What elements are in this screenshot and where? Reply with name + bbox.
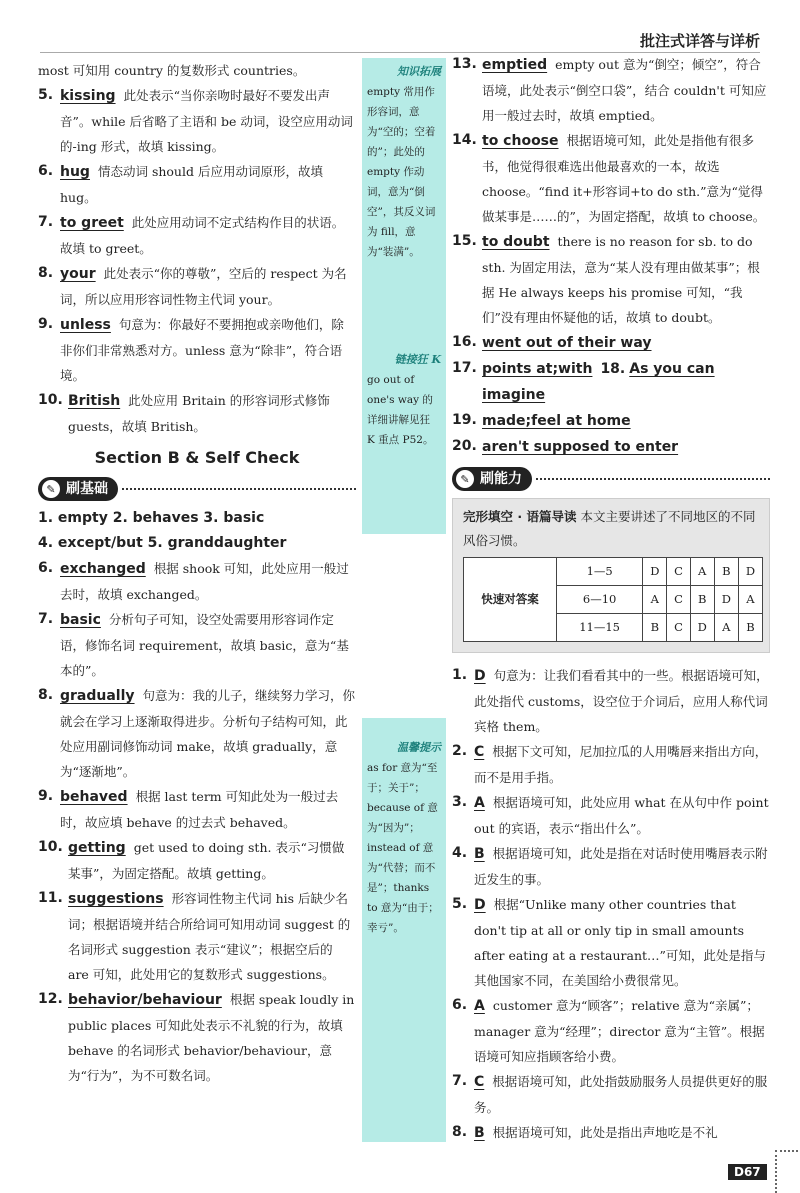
entry-number: 5.	[38, 87, 54, 103]
band-basic	[38, 476, 356, 502]
entry-number: 6.	[38, 560, 54, 576]
entry-number: 8.	[38, 265, 54, 281]
entry-explanation: 根据 last term 可知此处为一般过去时，故应填 behave 的过去式 behaved。	[60, 789, 339, 830]
pen-icon: ✎	[456, 470, 474, 488]
entry-explanation: 此处表示“当你亲吻时最好不要发出声音”。while 后省略了主语和 be 动词，设空应用动词的-ing 形式，故填 kissing。	[60, 88, 353, 154]
entry-number: 17.	[452, 360, 477, 376]
entry-number: 15.	[452, 233, 477, 249]
entry-explanation: 根据语境可知，此处是指他有很多书，他觉得很难选出他最喜欢的一本，故选 choose。“find it+形容词+to do sth.”意为“觉得做某事是……的”，为固定搭配，故填 to choose。	[482, 133, 766, 224]
entry-number: 5.	[452, 896, 468, 912]
answer-key-cell: B	[643, 614, 667, 642]
entry-answer: gradually	[60, 688, 135, 704]
band-badge-basic	[38, 477, 118, 501]
entry-answer: D	[474, 668, 486, 684]
entry-explanation: 根据 speak loudly in public places 可知此处表示不礼貌的行为，故填 behave 的名词形式 behavior/behaviour，意为“行为”，为不可数名词。	[68, 992, 355, 1083]
dotted-divider	[122, 488, 356, 490]
answer-entry	[38, 683, 356, 784]
answer-key-cell: C	[667, 586, 690, 614]
answer-key-cell: A	[643, 586, 667, 614]
answer-entry	[452, 229, 770, 330]
side-note-knowledge	[362, 58, 446, 346]
side-spacer	[362, 534, 446, 734]
entry-answer: went out of their way	[482, 335, 652, 351]
entry-answer: to choose	[482, 133, 559, 149]
entry-answer: aren't supposed to enter	[482, 439, 679, 455]
side-note-tip-label: 温馨提示	[397, 741, 441, 754]
answer-entry	[38, 607, 356, 683]
dotted-divider	[536, 478, 770, 480]
answer-key-cell: A	[690, 558, 714, 586]
entry-explanation: customer 意为“顾客”；relative 意为“亲属”；manager 意为“经理”；director 意为“主管”。根据语境可知应指顾客给小费。	[474, 998, 765, 1064]
entry-explanation: 情态动词 should 后应用动词原形，故填 hug。	[60, 164, 323, 205]
entry-answer: D	[474, 897, 486, 913]
entry-answer: behavior/behaviour	[68, 992, 222, 1008]
entry-explanation: 形容词性物主代词 his 后缺少名词；根据语境并结合所给词可知用动词 suggest 的名词形式 suggestion 表示“建议”；根据空后的 are 可知，此处用它的复数形式 suggestions。	[68, 891, 351, 982]
answer-key-table	[463, 557, 763, 642]
entry-answer: points at;with	[482, 361, 593, 377]
entry-number: 6.	[452, 997, 468, 1013]
band-label-basic: 刷基础	[66, 480, 108, 497]
band-label-ability: 刷能力	[480, 470, 522, 487]
section-title: Section B & Self Check	[94, 448, 300, 467]
answer-entry	[38, 159, 356, 210]
corner-dots-decoration	[775, 1150, 800, 1193]
answer-key-range: 1—5	[557, 558, 643, 586]
entry-answer: B	[474, 846, 485, 862]
entry-number: 6.	[38, 163, 54, 179]
right-answer-list-a	[452, 52, 770, 330]
entry-answer: exchanged	[60, 561, 146, 577]
entry-explanation: get used to doing sth. 表示“习惯做某事”，为固定搭配。故填 getting。	[68, 840, 345, 881]
band-ability	[452, 466, 770, 492]
answer-entry	[452, 663, 770, 739]
entry-explanation: 根据“Unlike many other countries that don't tip at all or only tip in small amounts after eating at a restaurant…”可知，此处是指与其他国家不同，在美国给小费很常见。	[474, 897, 766, 988]
quick-answer-entry	[452, 330, 770, 356]
left-lead-text: most 可知用 country 的复数形式 countries。	[38, 63, 306, 78]
answer-entry	[38, 388, 356, 439]
answer-key-cell: A	[714, 614, 738, 642]
entry-number: 7.	[452, 1073, 468, 1089]
entry-number: 7.	[38, 611, 54, 627]
answer-entry	[452, 993, 770, 1069]
entry-number: 18.	[600, 361, 626, 377]
entry-answer: emptied	[482, 57, 548, 73]
side-note-tip-text: as for 意为“至于；关于”；because of 意为“因为”；instead of 意为“代替；而不是”；thanks to 意为“由于；幸亏”。	[367, 762, 439, 934]
entry-answer: British	[68, 393, 121, 409]
right-column	[452, 52, 770, 1146]
answer-key-range: 6—10	[557, 586, 643, 614]
answer-entry	[38, 784, 356, 835]
side-note-link	[362, 346, 446, 534]
quick-answer-entry	[452, 434, 770, 460]
entry-explanation: 此处表示“你的尊敬”，空后的 respect 为名词，所以应用形容词性物主代词 your。	[60, 266, 347, 307]
entry-number: 10.	[38, 392, 63, 408]
reading-guide	[463, 505, 759, 553]
entry-answer: As you can imagine	[482, 361, 715, 403]
answer-entry	[38, 987, 356, 1088]
entry-answer: to doubt	[482, 234, 550, 250]
answer-entry	[38, 261, 356, 312]
entry-explanation: 根据语境可知，此处是指出声地吃是不礼	[492, 1125, 718, 1140]
entry-answer: unless	[60, 317, 111, 333]
answer-key-cell: D	[643, 558, 667, 586]
entry-number: 9.	[38, 316, 54, 332]
entry-number: 8.	[38, 687, 54, 703]
answer-entry	[452, 841, 770, 892]
answer-entry	[452, 892, 770, 993]
entry-number: 1.	[452, 667, 468, 683]
answer-entry	[452, 1069, 770, 1120]
side-note-link-label: 链接狂 K	[394, 353, 441, 366]
entry-answer: A	[474, 998, 485, 1014]
entry-number: 4.	[452, 845, 468, 861]
left-quick-answers	[38, 506, 356, 556]
left-answer-list-a	[38, 83, 356, 439]
left-column	[38, 58, 356, 1088]
answer-entry	[452, 1120, 770, 1146]
answer-entry	[38, 556, 356, 607]
answer-entry	[452, 128, 770, 229]
entry-explanation: 句意为：我的儿子，继续努力学习，你就会在学习上逐渐取得进步。分析句子结构可知，此处应用副词修饰动词 make，故填 gradually，意为“逐渐地”。	[60, 688, 356, 779]
answer-key-row	[464, 558, 763, 586]
answer-key-cell: D	[690, 614, 714, 642]
entry-number: 11.	[38, 890, 63, 906]
middle-sidebar	[362, 58, 446, 1142]
reading-guide-box	[452, 498, 770, 653]
entry-number: 13.	[452, 56, 477, 72]
answer-entry	[452, 52, 770, 128]
entry-answer: hug	[60, 164, 90, 180]
entry-number: 3.	[452, 794, 468, 810]
answer-entry	[38, 886, 356, 987]
entry-number: 16.	[452, 334, 477, 350]
pen-icon: ✎	[42, 480, 60, 498]
side-note-knowledge-label: 知识拓展	[397, 65, 441, 78]
answer-entry	[452, 739, 770, 790]
entry-answer: to greet	[60, 215, 124, 231]
quick-answer-line: 4. except/but 5. granddaughter	[38, 535, 287, 551]
entry-answer: your	[60, 266, 96, 282]
answer-key-cell: C	[667, 614, 690, 642]
answer-entry	[38, 210, 356, 261]
entry-explanation: 根据语境可知，此处是指在对话时使用嘴唇表示附近发生的事。	[474, 846, 768, 887]
entry-answer: kissing	[60, 88, 116, 104]
entry-number: 14.	[452, 132, 477, 148]
quick-answer-line: 1. empty 2. behaves 3. basic	[38, 510, 265, 526]
answer-key-cell: B	[690, 586, 714, 614]
entry-explanation: empty out 意为“倒空；倾空”，符合语境，此处表示“倒空口袋”，结合 couldn't 可知应用一般过去时，故填 emptied。	[482, 57, 767, 123]
entry-explanation: 分析句子可知，设空处需要用形容词作定语，修饰名词 requirement，故填 basic，意为“基本的”。	[60, 612, 349, 678]
side-note-link-text: go out of one's way 的详细讲解见狂 K 重点 P52。	[367, 374, 434, 446]
left-answer-list-b	[38, 556, 356, 1088]
answer-key-cell: B	[738, 614, 762, 642]
entry-answer: A	[474, 795, 485, 811]
page-header-title: 批注式详答与详析	[639, 32, 760, 50]
band-badge-ability	[452, 467, 532, 491]
side-note-tip	[362, 734, 446, 1142]
entry-answer: C	[474, 744, 485, 760]
right-quick-answers	[452, 330, 770, 460]
quick-answer-entry	[452, 408, 770, 434]
entry-answer: basic	[60, 612, 101, 628]
entry-explanation: 根据语境可知，此处指鼓励服务人员提供更好的服务。	[474, 1074, 768, 1115]
entry-answer: made;feel at home	[482, 413, 631, 429]
answer-key-label: 快速对答案	[464, 558, 557, 642]
page-number: D67	[728, 1164, 767, 1180]
side-note-knowledge-text: empty 常用作形容词，意为“空的；空着的”；此处的 empty 作动词，意为“倒空”，其反义词为 fill，意为“装满”。	[367, 86, 436, 258]
entry-answer: behaved	[60, 789, 128, 805]
entry-explanation: 句意为：让我们看看其中的一些。根据语境可知，此处指代 customs，设空位于介词后，应用人称代词宾格 them。	[474, 668, 769, 734]
entry-explanation: 此处应用 Britain 的形容词形式修饰 guests，故填 British。	[68, 393, 330, 434]
answer-key-range: 11—15	[557, 614, 643, 642]
answer-entry	[38, 835, 356, 886]
entry-number: 10.	[38, 839, 63, 855]
reading-guide-label: 完形填空 · 语篇导读	[463, 509, 577, 524]
answer-key-cell: B	[714, 558, 738, 586]
answer-key-cell: C	[667, 558, 690, 586]
entry-explanation: 此处应用动词不定式结构作目的状语。故填 to greet。	[60, 215, 345, 256]
entry-explanation: 根据语境可知，此处应用 what 在从句中作 point out 的宾语，表示“指出什么”。	[474, 795, 769, 836]
entry-explanation: there is no reason for sb. to do sth. 为固定用法，意为“某人没有理由做某事”；根据 He always keeps his promise 可知，“我们”没有理由怀疑他的话，故填 to doubt。	[482, 234, 760, 325]
entry-explanation: 句意为：你最好不要拥抱或亲吻他们，除非你们非常熟悉对方。unless 意为“除非”，符合语境。	[60, 317, 344, 383]
answer-entry	[38, 312, 356, 388]
entry-explanation: 根据 shook 可知，此处应用一般过去时，故填 exchanged。	[60, 561, 349, 602]
entry-number: 2.	[452, 743, 468, 759]
answer-entry	[452, 790, 770, 841]
right-answer-list-b	[452, 663, 770, 1146]
answer-entry	[38, 83, 356, 159]
entry-answer: getting	[68, 840, 126, 856]
entry-number: 9.	[38, 788, 54, 804]
answer-key-cell: D	[738, 558, 762, 586]
entry-number: 20.	[452, 438, 477, 454]
entry-explanation: 根据下文可知，尼加拉瓜的人用嘴唇来指出方向，而不是用手指。	[474, 744, 768, 785]
entry-answer: B	[474, 1125, 485, 1141]
entry-number: 7.	[38, 214, 54, 230]
reading-guide-text: 本文主要讲述了不同地区的不同风俗习惯。	[463, 509, 756, 548]
answer-key-cell: D	[714, 586, 738, 614]
quick-answer-entry	[452, 356, 770, 408]
entry-answer: C	[474, 1074, 485, 1090]
answer-key-cell: A	[738, 586, 762, 614]
entry-number: 12.	[38, 991, 63, 1007]
entry-number: 8.	[452, 1124, 468, 1140]
entry-answer: suggestions	[68, 891, 164, 907]
entry-number: 19.	[452, 412, 477, 428]
